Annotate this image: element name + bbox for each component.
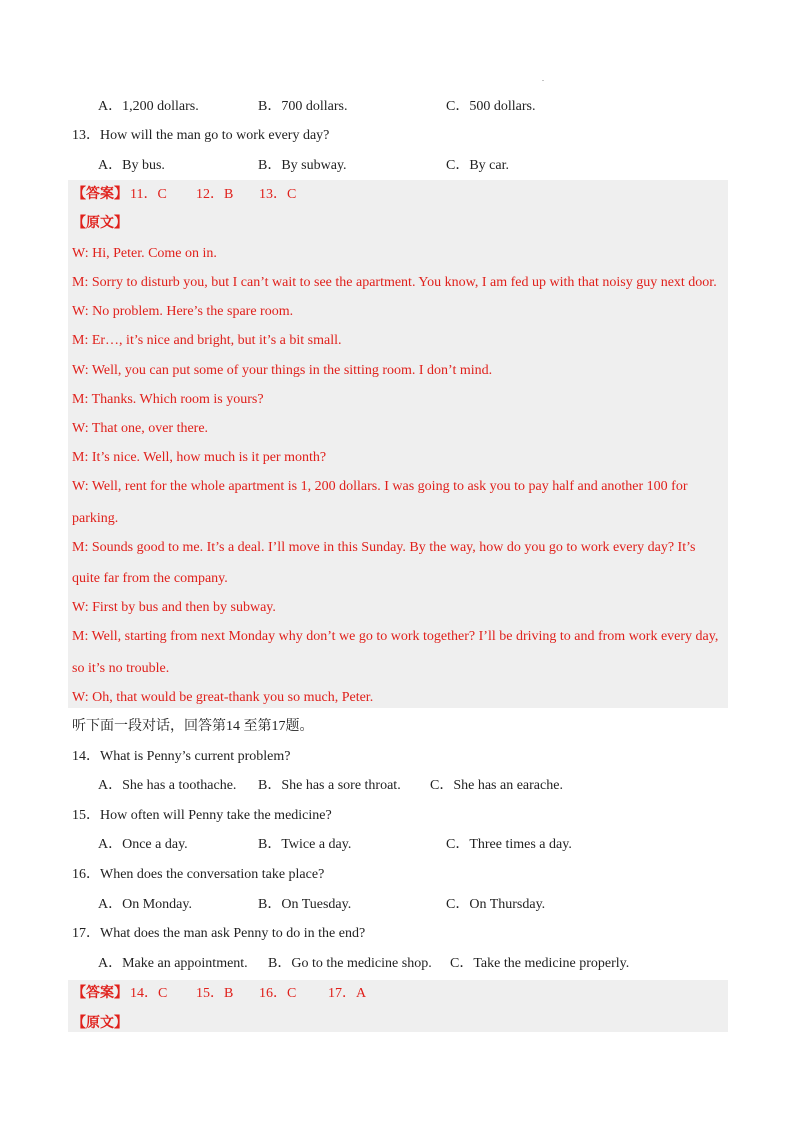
answer-label-1: 【答案】 xyxy=(72,187,128,202)
answer-16: 16．C xyxy=(259,986,297,1001)
q14-question: 14．What is Penny’s current problem? xyxy=(72,749,291,764)
q13-option-a: A．By bus. xyxy=(98,158,165,173)
transcript-label-2: 【原文】 xyxy=(72,1016,128,1031)
transcript-1-line-4: M: Er…, it’s nice and bright, but it’s a bit small. xyxy=(72,333,342,348)
q15-option-b: B．Twice a day. xyxy=(258,837,352,852)
transcript-1-line-3: W: No problem. Here’s the spare room. xyxy=(72,304,294,319)
transcript-1-line-15: so it’s no trouble. xyxy=(72,661,170,676)
transcript-1-line-5: W: Well, you can put some of your things in the sitting room. I don’t mind. xyxy=(72,363,493,378)
transcript-1-line-8: M: It’s nice. Well, how much is it per month? xyxy=(72,450,327,465)
q13-option-c: C．By car. xyxy=(446,158,509,173)
transcript-1-line-12: quite far from the company. xyxy=(72,571,228,586)
q17-option-c: C．Take the medicine properly. xyxy=(450,956,630,971)
transcript-1-line-7: W: That one, over there. xyxy=(72,421,209,436)
answer-12: 12．B xyxy=(196,187,234,202)
answer-11: 11．C xyxy=(130,187,167,202)
transcript-1-line-9: W: Well, rent for the whole apartment is 1, 200 dollars. I was going to ask you to pay half and another 100 for xyxy=(72,479,688,494)
transcript-1-line-14: M: Well, starting from next Monday why don’t we go to work together? I’ll be driving to and from work every day, xyxy=(72,629,719,644)
q15-question: 15．How often will Penny take the medicine? xyxy=(72,808,332,823)
section-intro: 听下面一段对话，回答第14 至第17题。 xyxy=(72,719,314,734)
q16-question: 16．When does the conversation take place? xyxy=(72,867,325,882)
q17-option-a: A．Make an appointment. xyxy=(98,956,248,971)
q13-option-b: B．By subway. xyxy=(258,158,347,173)
q17-question: 17．What does the man ask Penny to do in the end? xyxy=(72,926,366,941)
transcript-1-line-16: W: Oh, that would be great-thank you so much, Peter. xyxy=(72,690,374,705)
q12-option-a: A．1,200 dollars. xyxy=(98,99,199,114)
q12-option-c: C．500 dollars. xyxy=(446,99,536,114)
q16-option-a: A．On Monday. xyxy=(98,897,192,912)
q17-option-b: B．Go to the medicine shop. xyxy=(268,956,432,971)
transcript-1-line-10: parking. xyxy=(72,511,119,526)
transcript-1-line-2: M: Sorry to disturb you, but I can’t wait to see the apartment. You know, I am fed up with that noisy guy next door. xyxy=(72,275,717,290)
transcript-1-line-6: M: Thanks. Which room is yours? xyxy=(72,392,264,407)
q14-option-c: C．She has an earache. xyxy=(430,778,563,793)
q13-question: 13．How will the man go to work every day? xyxy=(72,128,330,143)
q15-option-a: A．Once a day. xyxy=(98,837,188,852)
transcript-1-line-1: W: Hi, Peter. Come on in. xyxy=(72,246,217,261)
answer-13: 13．C xyxy=(259,187,297,202)
answer-15: 15．B xyxy=(196,986,234,1001)
q16-option-c: C．On Thursday. xyxy=(446,897,546,912)
q16-option-b: B．On Tuesday. xyxy=(258,897,352,912)
q12-option-b: B．700 dollars. xyxy=(258,99,348,114)
transcript-label-1: 【原文】 xyxy=(72,216,128,231)
answer-label-2: 【答案】 xyxy=(72,986,128,1001)
answer-17: 17．A xyxy=(328,986,367,1001)
q15-option-c: C．Three times a day. xyxy=(446,837,572,852)
page-dot-mark: . xyxy=(542,74,544,83)
q14-option-b: B．She has a sore throat. xyxy=(258,778,401,793)
transcript-1-line-11: M: Sounds good to me. It’s a deal. I’ll move in this Sunday. By the way, how do you go to work every day? It’s xyxy=(72,540,696,555)
answer-14: 14．C xyxy=(130,986,168,1001)
q14-option-a: A．She has a toothache. xyxy=(98,778,237,793)
transcript-1-line-13: W: First by bus and then by subway. xyxy=(72,600,276,615)
